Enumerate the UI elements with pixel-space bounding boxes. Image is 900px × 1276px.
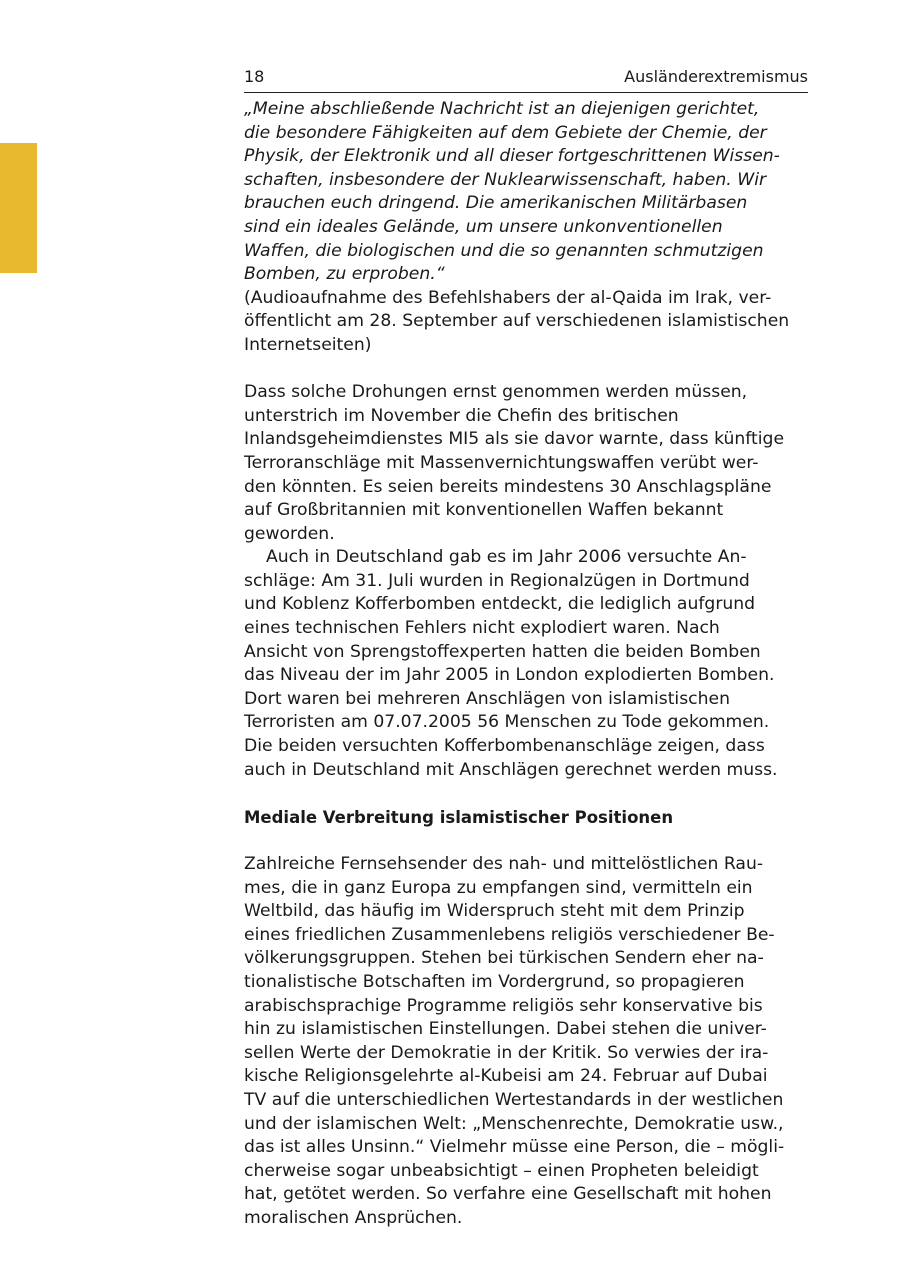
paragraph-germany	[244, 546, 810, 782]
text-line: arabischsprachige Programme religiös sehr konservative bis	[244, 995, 763, 1016]
text-line: eines technischen Fehlers nicht explodiert waren. Nach	[244, 618, 720, 639]
text-line: hin zu islamistischen Einstellungen. Dabei stehen die univer-	[244, 1019, 767, 1040]
paragraph-media	[244, 853, 810, 1231]
text-line: das ist alles Unsinn.“ Vielmehr müsse eine Person, die – mögli-	[244, 1137, 785, 1158]
text-line: hat, getötet werden. So verfahre eine Gesellschaft mit hohen	[244, 1184, 772, 1205]
quote-line: sind ein ideales Gelände, um unsere unkonventionellen	[244, 216, 723, 237]
text-line: TV auf die unterschiedlichen Wertestandards in der westlichen	[244, 1089, 784, 1110]
quote-line: Physik, der Elektronik und all dieser fortgeschrittenen Wissen-	[244, 146, 780, 167]
quote-block	[244, 98, 810, 287]
page-header	[244, 66, 808, 93]
text-line: das Niveau der im Jahr 2005 in London explodierten Bomben.	[244, 665, 775, 686]
quote-source	[244, 287, 810, 358]
text-line: eines friedlichen Zusammenlebens religiös verschiedener Be-	[244, 924, 775, 945]
text-line: geworden.	[244, 523, 335, 544]
page-number: 18	[244, 67, 265, 86]
text-line: Auch in Deutschland gab es im Jahr 2006 versuchte An-	[266, 547, 747, 568]
text-line: den könnten. Es seien bereits mindestens 30 Anschlagspläne	[244, 476, 772, 497]
text-line: völkerungsgruppen. Stehen bei türkischen Sendern eher na-	[244, 948, 764, 969]
text-line: Weltbild, das häufig im Widerspruch steht mit dem Prinzip	[244, 901, 745, 922]
paragraph-threats	[244, 381, 810, 546]
text-line: cherweise sogar unbeabsichtigt – einen Propheten beleidigt	[244, 1160, 759, 1181]
text-line: auch in Deutschland mit Anschlägen gerechnet werden muss.	[244, 759, 778, 780]
text-line: und der islamischen Welt: „Menschenrechte, Demokratie usw.,	[244, 1113, 784, 1134]
text-line: Inlandsgeheimdienstes MI5 als sie davor warnte, dass künftige	[244, 429, 785, 450]
text-line: sellen Werte der Demokratie in der Kritik. So verwies der ira-	[244, 1042, 769, 1063]
text-line: Zahlreiche Fernsehsender des nah- und mittelöstlichen Rau-	[244, 854, 764, 874]
section-heading: Mediale Verbreitung islamistischer Positionen	[244, 807, 674, 827]
text-line: unterstrich im November die Chefin des britischen	[244, 405, 679, 426]
text-line: Dort waren bei mehreren Anschlägen von islamistischen	[244, 688, 730, 709]
quote-line: brauchen euch dringend. Die amerikanischen Militärbasen	[244, 193, 748, 214]
text-line: Die beiden versuchten Kofferbombenanschläge zeigen, dass	[244, 736, 765, 757]
page-content	[244, 98, 810, 1231]
text-line: Ansicht von Sprengstoffexperten hatten die beiden Bomben	[244, 641, 761, 662]
quote-line: die besondere Fähigkeiten auf dem Gebiete der Chemie, der	[244, 122, 767, 143]
text-line: tionalistische Botschaften im Vordergrund, so propagieren	[244, 971, 745, 992]
text-line: kische Religionsgelehrte al-Kubeisi am 24. Februar auf Dubai	[244, 1066, 768, 1087]
quote-line: schaften, insbesondere der Nuklearwissenschaft, haben. Wir	[244, 169, 767, 190]
text-line: Dass solche Drohungen ernst genommen werden müssen,	[244, 382, 748, 403]
text-line: und Koblenz Kofferbomben entdeckt, die lediglich aufgrund	[244, 594, 756, 615]
text-line: Terroristen am 07.07.2005 56 Menschen zu Tode gekommen.	[244, 712, 770, 733]
chapter-color-tab	[0, 143, 37, 273]
quote-source-line: öffentlicht am 28. September auf verschiedenen islamistischen	[244, 311, 790, 332]
text-line: moralischen Ansprüchen.	[244, 1207, 463, 1228]
text-line: schläge: Am 31. Juli wurden in Regionalzügen in Dortmund	[244, 570, 750, 591]
text-line: mes, die in ganz Europa zu empfangen sind, vermitteln ein	[244, 877, 753, 898]
quote-source-line: Internetseiten)	[244, 334, 372, 355]
quote-source-line: (Audioaufnahme des Befehlshabers der al-Qaida im Irak, ver-	[244, 287, 772, 308]
quote-line: Waffen, die biologischen und die so genannten schmutzigen	[244, 240, 764, 261]
text-line: Terroranschläge mit Massenvernichtungswaffen verübt wer-	[244, 452, 759, 473]
text-line: auf Großbritannien mit konventionellen Waffen bekannt	[244, 500, 724, 521]
quote-line: „Meine abschließende Nachricht ist an diejenigen gerichtet,	[244, 99, 760, 119]
quote-line: Bomben, zu erproben.“	[244, 264, 445, 285]
running-title: Ausländerextremismus	[624, 67, 808, 86]
